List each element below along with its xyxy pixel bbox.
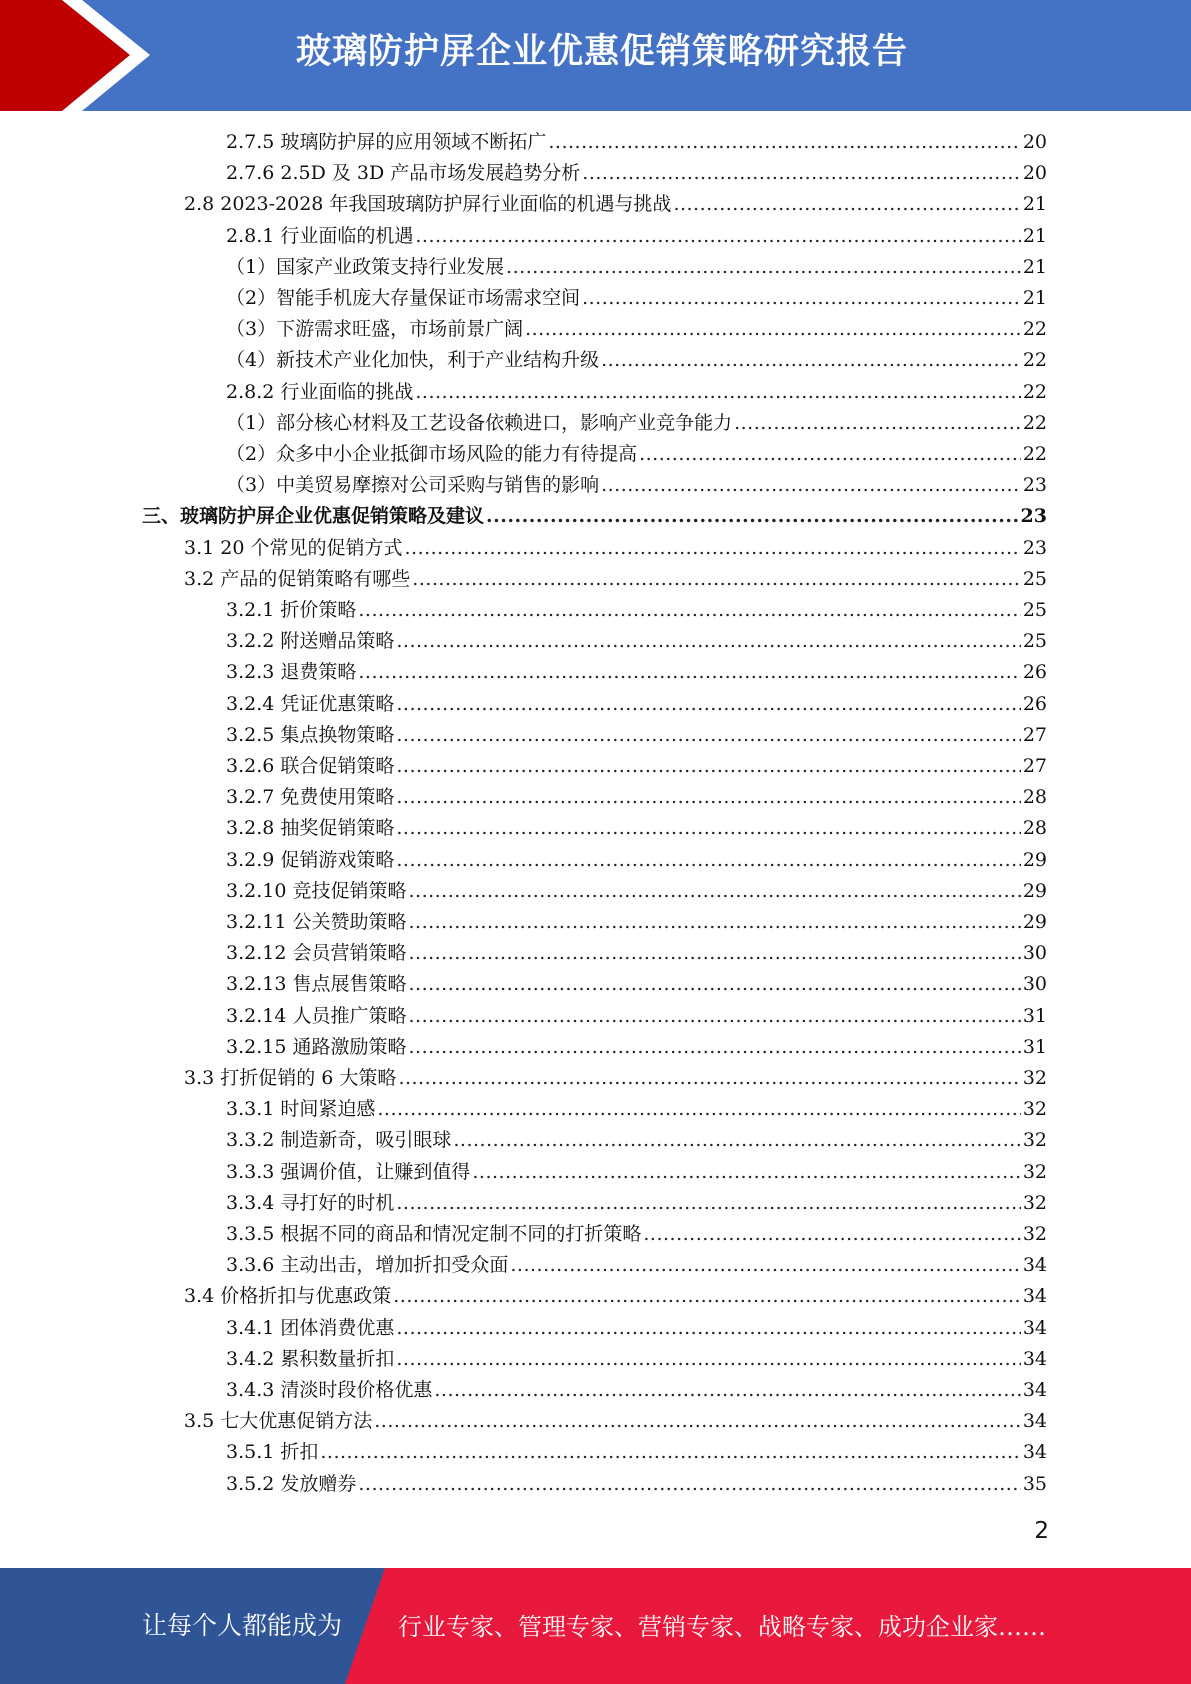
toc-entry-title: （1）部分核心材料及工艺设备依赖进口，影响产业竞争能力: [226, 412, 733, 434]
toc-dot-leader: [396, 813, 1020, 844]
toc-entry-page: 29: [1022, 911, 1047, 933]
toc-entry-title: 3.2.15 通路激励策略: [226, 1036, 407, 1058]
toc-entry-page: 32: [1022, 1161, 1047, 1183]
toc-entry-page: 23: [1022, 537, 1047, 559]
toc-dot-leader: [639, 439, 1021, 470]
toc-dot-leader: [548, 127, 1020, 158]
toc-entry-page: 22: [1022, 443, 1047, 465]
toc-dot-leader: [358, 595, 1020, 626]
toc-entry[interactable]: [226, 1437, 1047, 1468]
toc-dot-leader: [396, 720, 1020, 751]
toc-entry-title: 3.3.6 主动出击，增加折扣受众面: [226, 1254, 509, 1276]
toc-entry[interactable]: [226, 1250, 1047, 1281]
toc-dot-leader: [525, 314, 1021, 345]
toc-entry-page: 27: [1022, 755, 1047, 777]
toc-entry-page: 21: [1022, 193, 1047, 215]
toc-entry-title: 3.2.7 免费使用策略: [226, 786, 395, 808]
toc-entry-title: 3.4.2 累积数量折扣: [226, 1348, 395, 1370]
toc-entry[interactable]: [226, 314, 1047, 345]
toc-entry-title: 3.2.14 人员推广策略: [226, 1005, 407, 1027]
toc-dot-leader: [396, 845, 1020, 876]
toc-entry-title: 3.3.5 根据不同的商品和情况定制不同的打折策略: [226, 1223, 642, 1245]
toc-entry-page: 22: [1022, 349, 1047, 371]
toc-entry-page: 26: [1022, 693, 1047, 715]
toc-dot-leader: [396, 689, 1020, 720]
toc-entry[interactable]: [142, 501, 1047, 532]
toc-dot-leader: [408, 1032, 1020, 1063]
toc-dot-leader: [408, 1001, 1020, 1032]
toc-entry-title: 3.3 打折促销的 6 大策略: [184, 1067, 397, 1089]
toc-entry[interactable]: [226, 221, 1047, 252]
toc-entry-title: 3.4.3 清淡时段价格优惠: [226, 1379, 433, 1401]
toc-dot-leader: [408, 969, 1020, 1000]
toc-dot-leader: [396, 1344, 1020, 1375]
toc-entry-title: 2.8 2023-2028 年我国玻璃防护屏行业面临的机遇与挑战: [184, 193, 672, 215]
toc-dot-leader: [643, 1219, 1020, 1250]
toc-entry-page: 34: [1022, 1285, 1047, 1307]
toc-entry-title: 3.5.2 发放赠券: [226, 1473, 357, 1495]
toc-entry-title: 3.1 20 个常见的促销方式: [184, 537, 403, 559]
toc-entry-page: 20: [1022, 131, 1047, 153]
toc-entry[interactable]: [226, 1219, 1047, 1250]
toc-entry[interactable]: [226, 345, 1047, 376]
toc-entry[interactable]: [184, 564, 1047, 595]
toc-entry-page: 21: [1022, 287, 1047, 309]
toc-entry-title: 3.2.6 联合促销策略: [226, 755, 395, 777]
toc-entry-title: 3.4 价格折扣与优惠政策: [184, 1285, 392, 1307]
toc-entry-title: 3.3.2 制造新奇，吸引眼球: [226, 1129, 452, 1151]
toc-entry[interactable]: [226, 377, 1047, 408]
toc-entry-title: 3.2.2 附送赠品策略: [226, 630, 395, 652]
toc-entry-title: 3.2.1 折价策略: [226, 599, 357, 621]
toc-dot-leader: [396, 1313, 1020, 1344]
toc-entry[interactable]: [226, 1375, 1047, 1406]
toc-entry-page: 34: [1022, 1348, 1047, 1370]
toc-dot-leader: [377, 1094, 1020, 1125]
toc-entry-title: 2.7.5 玻璃防护屏的应用领域不断拓广: [226, 131, 547, 153]
toc-entry[interactable]: [226, 283, 1047, 314]
toc-entry[interactable]: [226, 782, 1047, 813]
toc-entry[interactable]: [226, 969, 1047, 1000]
toc-entry[interactable]: [226, 626, 1047, 657]
toc-dot-leader: [396, 1188, 1020, 1219]
toc-entry-page: 30: [1022, 973, 1047, 995]
toc-entry-page: 27: [1022, 724, 1047, 746]
toc-entry-title: 3.2.8 抽奖促销策略: [226, 817, 395, 839]
toc-entry-title: （4）新技术产业化加快，利于产业结构升级: [226, 349, 600, 371]
toc-entry-page: 22: [1022, 381, 1047, 403]
toc-entry[interactable]: [226, 1188, 1047, 1219]
toc-dot-leader: [412, 564, 1021, 595]
toc-dot-leader: [472, 1157, 1020, 1188]
toc-entry[interactable]: [226, 158, 1047, 189]
toc-entry[interactable]: [226, 657, 1047, 688]
toc-entry-title: 3.2.9 促销游戏策略: [226, 849, 395, 871]
toc-entry-title: 3.2.12 会员营销策略: [226, 942, 407, 964]
toc-entry[interactable]: [226, 1001, 1047, 1032]
toc-entry[interactable]: [226, 1125, 1047, 1156]
toc-entry-title: （3）中美贸易摩擦对公司采购与销售的影响: [226, 474, 600, 496]
toc-entry-page: 32: [1022, 1067, 1047, 1089]
toc-entry[interactable]: [226, 751, 1047, 782]
toc-entry[interactable]: [226, 938, 1047, 969]
toc-entry[interactable]: [226, 907, 1047, 938]
toc-dot-leader: [408, 876, 1020, 907]
page-number: 2: [1034, 1518, 1049, 1544]
footer-slogan-right: 行业专家、管理专家、营销专家、战略专家、成功企业家……: [398, 1613, 1046, 1641]
toc-entry-page: 32: [1022, 1129, 1047, 1151]
toc-entry-title: 三、玻璃防护屏企业优惠促销策略及建议: [142, 505, 485, 527]
toc-entry[interactable]: [184, 533, 1047, 564]
toc-entry-page: 25: [1022, 630, 1047, 652]
toc-entry[interactable]: [226, 1032, 1047, 1063]
toc-entry-page: 25: [1022, 599, 1047, 621]
toc-dot-leader: [734, 408, 1021, 439]
toc-entry[interactable]: [184, 1063, 1047, 1094]
toc-dot-leader: [486, 501, 1019, 532]
toc-dot-leader: [434, 1375, 1020, 1406]
toc-dot-leader: [358, 1469, 1020, 1500]
toc-entry-title: （1）国家产业政策支持行业发展: [226, 256, 505, 278]
toc-dot-leader: [453, 1125, 1020, 1156]
toc-dot-leader: [506, 252, 1021, 283]
toc-entry-page: 32: [1022, 1098, 1047, 1120]
toc-entry[interactable]: [226, 1313, 1047, 1344]
toc-entry-title: 3.2.4 凭证优惠策略: [226, 693, 395, 715]
toc-dot-leader: [374, 1406, 1021, 1437]
toc-entry-title: 3.5.1 折扣: [226, 1441, 319, 1463]
toc-dot-leader: [404, 533, 1020, 564]
toc-entry[interactable]: [226, 595, 1047, 626]
toc-entry-page: 25: [1022, 568, 1047, 590]
toc-entry-title: 3.3.4 寻打好的时机: [226, 1192, 395, 1214]
toc-dot-leader: [393, 1281, 1021, 1312]
toc-entry[interactable]: [226, 689, 1047, 720]
toc-entry-page: 32: [1022, 1223, 1047, 1245]
toc-entry[interactable]: [226, 1344, 1047, 1375]
toc-entry-page: 20: [1022, 162, 1047, 184]
page-header: [0, 0, 1191, 111]
page-footer: [0, 1568, 1191, 1684]
toc-entry-page: 22: [1022, 412, 1047, 434]
toc-entry-page: 34: [1022, 1410, 1047, 1432]
toc-entry[interactable]: [226, 1094, 1047, 1125]
toc-dot-leader: [415, 221, 1020, 252]
footer-slogan-left: 让每个人都能成为: [142, 1611, 343, 1640]
toc-dot-leader: [510, 1250, 1020, 1281]
toc-entry-title: 2.7.6 2.5D 及 3D 产品市场发展趋势分析: [226, 162, 581, 184]
toc-entry-title: 2.8.2 行业面临的挑战: [226, 381, 414, 403]
toc-entry-page: 34: [1022, 1317, 1047, 1339]
toc-dot-leader: [358, 657, 1020, 688]
toc-dot-leader: [398, 1063, 1020, 1094]
toc-dot-leader: [601, 345, 1021, 376]
toc-entry-title: 3.2.13 售点展售策略: [226, 973, 407, 995]
toc-entry[interactable]: [226, 1157, 1047, 1188]
toc-dot-leader: [396, 751, 1020, 782]
toc-entry-page: 31: [1022, 1005, 1047, 1027]
toc-entry-title: 3.2.3 退费策略: [226, 661, 357, 683]
report-title: 玻璃防护屏企业优惠促销策略研究报告: [296, 32, 909, 72]
toc-entry[interactable]: [226, 876, 1047, 907]
toc-entry-page: 26: [1022, 661, 1047, 683]
toc-entry-title: （2）众多中小企业抵御市场风险的能力有待提高: [226, 443, 638, 465]
toc-entry-page: 28: [1022, 786, 1047, 808]
toc-entry-title: 2.8.1 行业面临的机遇: [226, 225, 414, 247]
toc-entry[interactable]: [226, 408, 1047, 439]
toc-entry[interactable]: [226, 470, 1047, 501]
toc-entry-title: （3）下游需求旺盛，市场前景广阔: [226, 318, 524, 340]
toc-entry-title: （2）智能手机庞大存量保证市场需求空间: [226, 287, 581, 309]
toc-entry-page: 29: [1022, 880, 1047, 902]
toc-entry[interactable]: [226, 845, 1047, 876]
toc-entry-page: 23: [1022, 474, 1047, 496]
toc-entry[interactable]: [226, 1469, 1047, 1500]
toc-entry[interactable]: [184, 1406, 1047, 1437]
toc-entry-page: 28: [1022, 817, 1047, 839]
toc-entry[interactable]: [226, 813, 1047, 844]
toc-dot-leader: [408, 938, 1020, 969]
toc-dot-leader: [415, 377, 1020, 408]
toc-entry[interactable]: [226, 720, 1047, 751]
toc-entry-title: 3.2.11 公关赞助策略: [226, 911, 407, 933]
toc-entry-title: 3.3.1 时间紧迫感: [226, 1098, 376, 1120]
toc-entry-page: 30: [1022, 942, 1047, 964]
toc-dot-leader: [582, 158, 1021, 189]
toc-entry[interactable]: [226, 127, 1047, 158]
toc-entry[interactable]: [184, 189, 1047, 220]
toc-entry-title: 3.3.3 强调价值，让赚到值得: [226, 1161, 471, 1183]
toc-entry[interactable]: [184, 1281, 1047, 1312]
toc-entry-page: 34: [1022, 1441, 1047, 1463]
toc-entry-title: 3.5 七大优惠促销方法: [184, 1410, 373, 1432]
toc-entry-title: 3.2.5 集点换物策略: [226, 724, 395, 746]
toc-entry[interactable]: [226, 252, 1047, 283]
toc-dot-leader: [320, 1437, 1020, 1468]
toc-dot-leader: [601, 470, 1021, 501]
toc-entry-page: 23: [1020, 505, 1047, 527]
toc-entry-page: 34: [1022, 1379, 1047, 1401]
toc-entry-title: 3.2.10 竞技促销策略: [226, 880, 407, 902]
toc-entry-page: 31: [1022, 1036, 1047, 1058]
toc-dot-leader: [396, 782, 1020, 813]
toc-entry-title: 3.2 产品的促销策略有哪些: [184, 568, 411, 590]
toc-entry-page: 35: [1022, 1473, 1047, 1495]
toc-entry-page: 22: [1022, 318, 1047, 340]
toc-entry-page: 32: [1022, 1192, 1047, 1214]
toc-entry-page: 34: [1022, 1254, 1047, 1276]
toc-entry-page: 21: [1022, 225, 1047, 247]
toc-entry-page: 21: [1022, 256, 1047, 278]
toc-dot-leader: [673, 189, 1020, 220]
toc-entry-title: 3.4.1 团体消费优惠: [226, 1317, 395, 1339]
toc-dot-leader: [408, 907, 1020, 938]
toc-dot-leader: [582, 283, 1021, 314]
toc-entry-page: 29: [1022, 849, 1047, 871]
toc-dot-leader: [396, 626, 1020, 657]
toc-entry[interactable]: [226, 439, 1047, 470]
